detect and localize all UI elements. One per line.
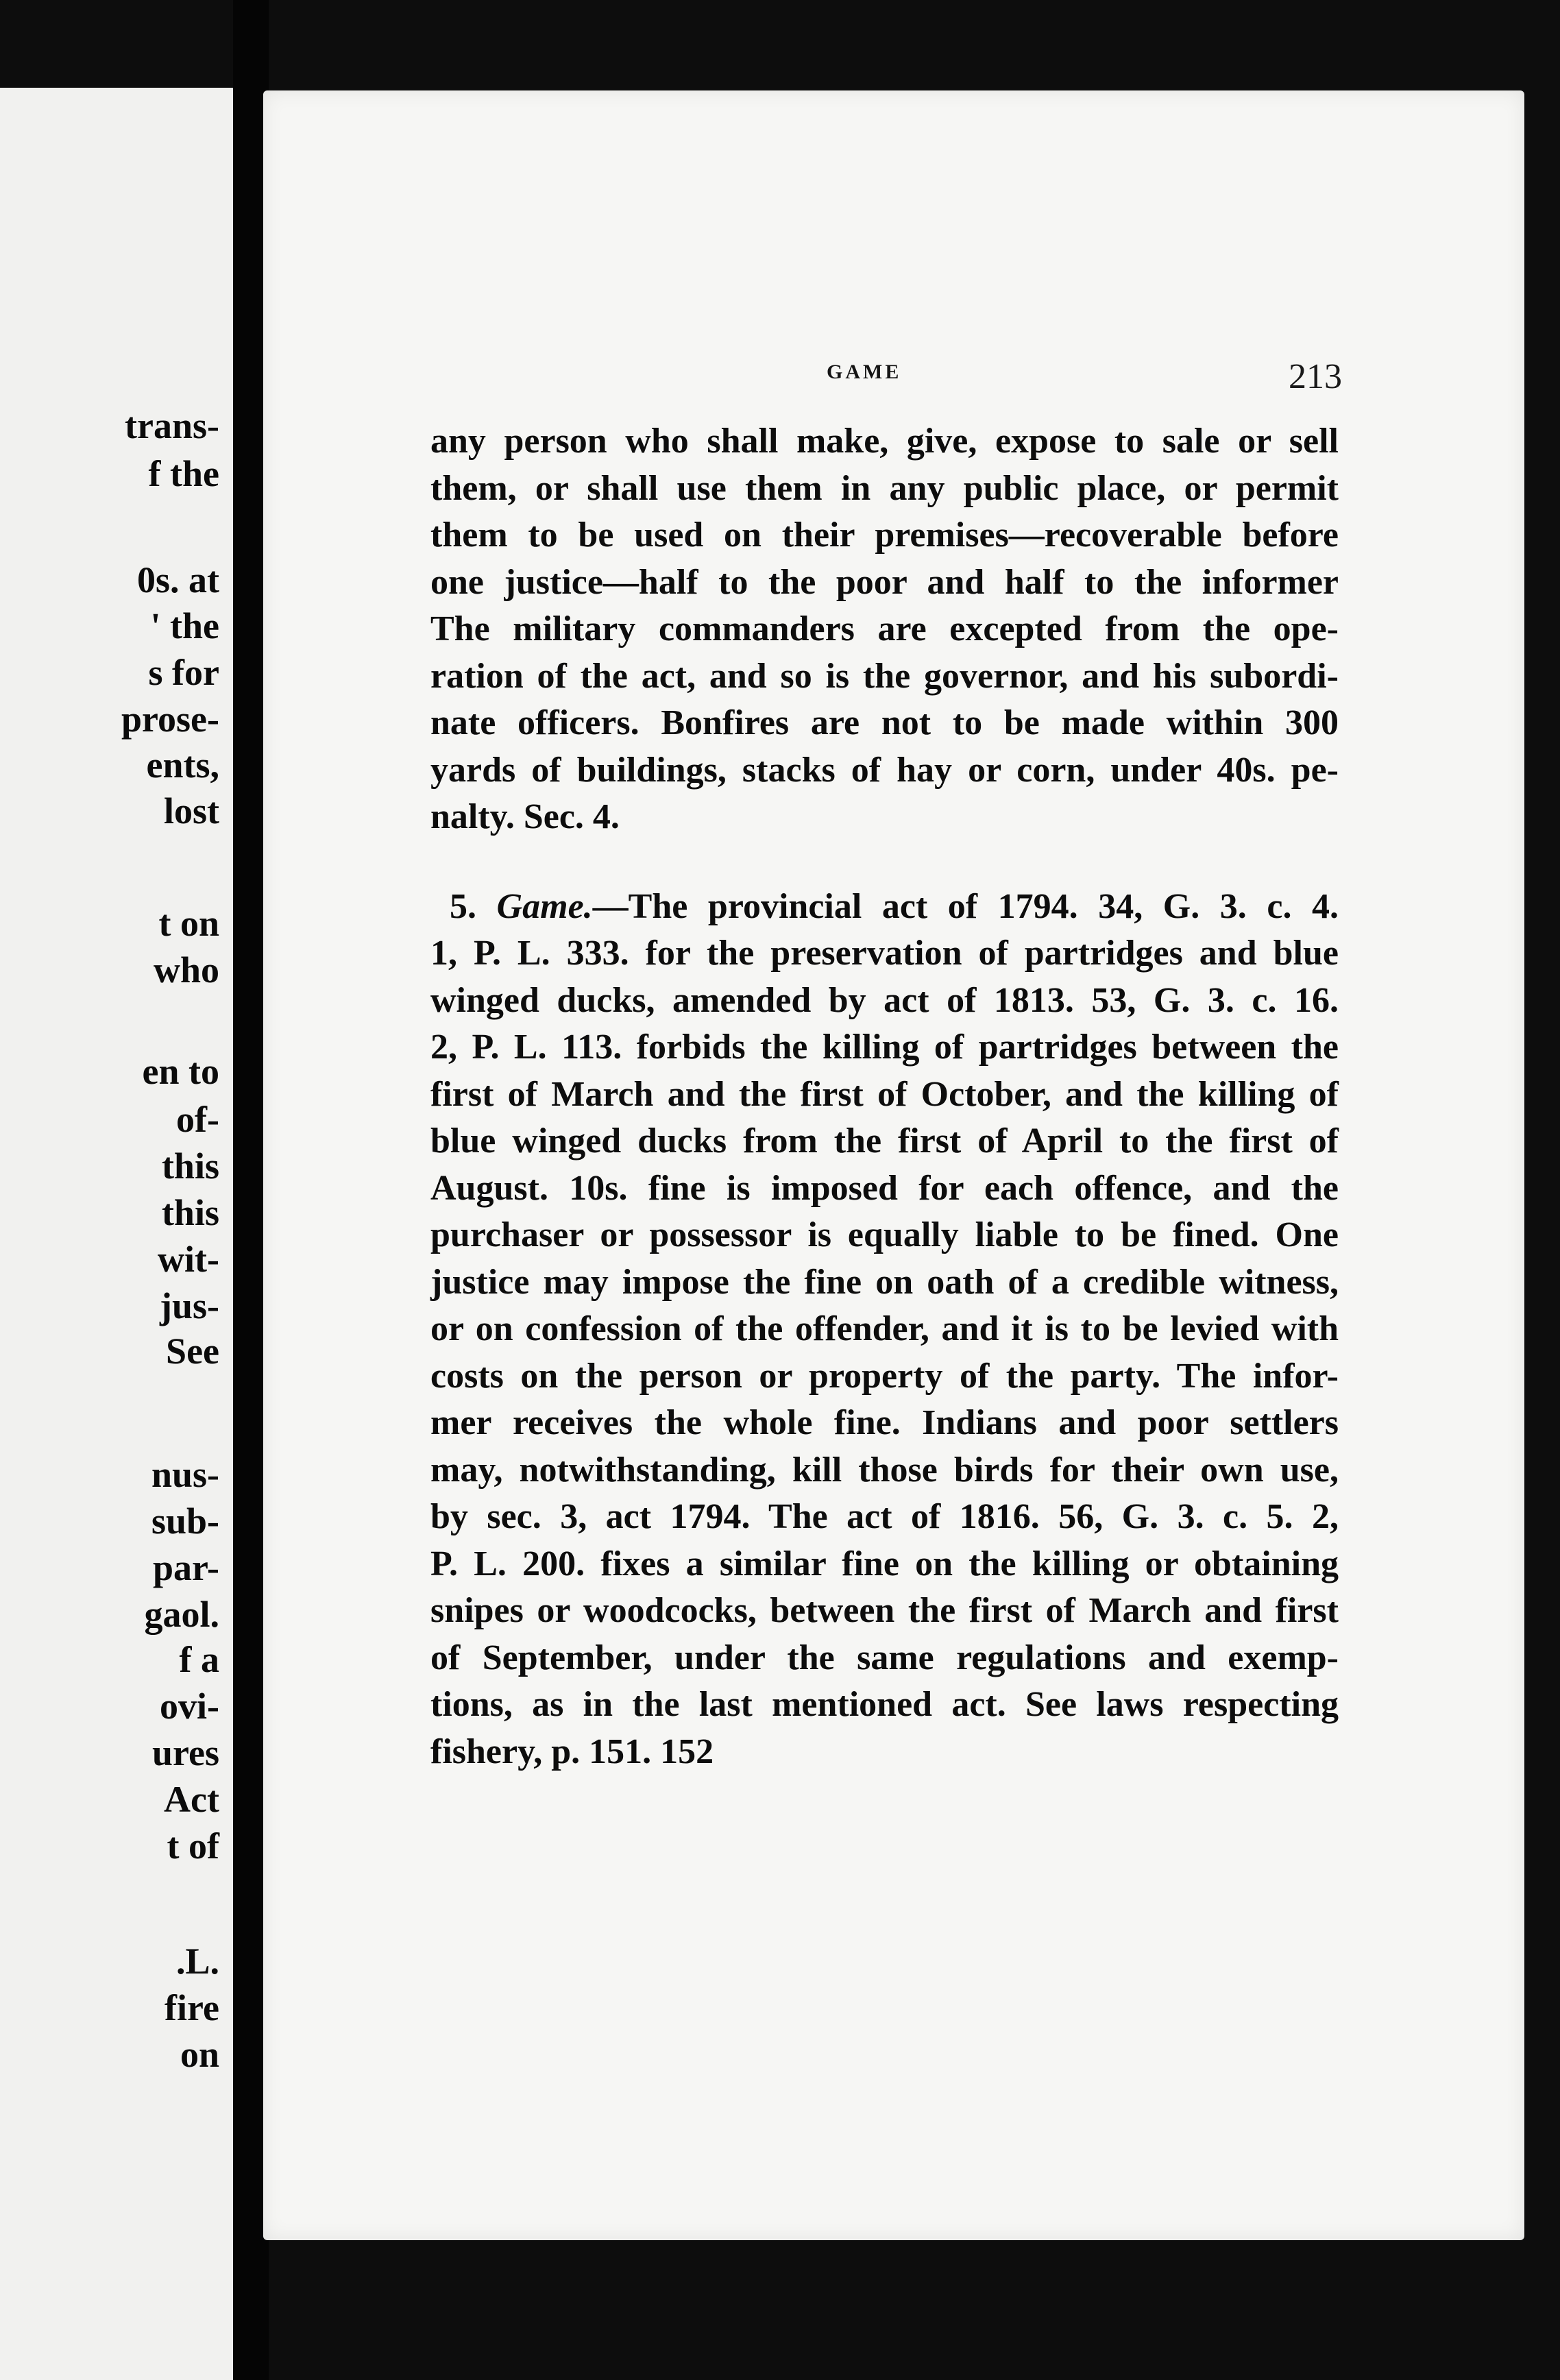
- facing-line: lost: [164, 790, 219, 831]
- text-line: nate officers. Bonfires are not to be made within 300: [430, 703, 1339, 742]
- text-line: may, notwithstanding, kill those birds for their own use,: [430, 1450, 1339, 1490]
- facing-line: sub-: [151, 1501, 219, 1542]
- text-line: snipes or woodcocks, between the first of March and first: [430, 1591, 1339, 1630]
- text-line: 1, P. L. 333. for the preservation of partridges and blue: [430, 934, 1339, 973]
- text-line: ration of the act, and so is the governor, and his subordi-: [430, 656, 1339, 696]
- text-line: 2, P. L. 113. forbids the killing of partridges between the: [430, 1028, 1339, 1067]
- text-line: —The provincial act of 1794. 34, G. 3. c. 4.: [592, 886, 1339, 926]
- text-line: justice may impose the fine on oath of a credible witness,: [430, 1262, 1339, 1302]
- facing-line: of-: [176, 1099, 219, 1140]
- text-line: winged ducks, amended by act of 1813. 53, G. 3. c. 16.: [430, 980, 1339, 1020]
- facing-line: fire: [164, 1987, 219, 2028]
- paragraph-gap: [430, 841, 1339, 884]
- text-line: fishery, p. 151. 152: [430, 1732, 714, 1771]
- facing-line: See: [166, 1331, 219, 1372]
- page-number: 213: [1289, 357, 1342, 396]
- running-head: GAME: [827, 361, 902, 383]
- paragraph-continuation: [430, 418, 1339, 841]
- paragraph-game: [430, 884, 1339, 1776]
- facing-line: wit-: [158, 1239, 219, 1280]
- text-line: tions, as in the last mentioned act. See laws respecting: [430, 1685, 1339, 1724]
- facing-line: prose-: [121, 699, 219, 740]
- text-line: purchaser or possessor is equally liable to be fined. One: [430, 1215, 1339, 1254]
- text-line: mer receives the whole fine. Indians and poor settlers: [430, 1403, 1339, 1442]
- body-text: [430, 418, 1339, 1775]
- facing-line: jus-: [159, 1285, 219, 1326]
- facing-line: ents,: [146, 744, 219, 786]
- text-line: first of March and the first of October, and the killing of: [430, 1074, 1339, 1114]
- text-line: any person who shall make, give, expose to sale or sell: [430, 422, 1339, 461]
- facing-line: Act: [164, 1779, 219, 1820]
- facing-line: f the: [148, 453, 219, 494]
- facing-line: ' the: [150, 605, 219, 646]
- facing-line: ovi-: [160, 1686, 219, 1727]
- facing-line: ures: [151, 1732, 219, 1773]
- text-line: them to be used on their premises—recoverable before: [430, 515, 1339, 555]
- facing-line: gaol.: [144, 1594, 219, 1635]
- facing-line: s for: [148, 652, 219, 693]
- text-line: costs on the person or property of the party. The infor-: [430, 1356, 1339, 1396]
- facing-line: en to: [142, 1051, 219, 1092]
- facing-line: 0s. at: [137, 559, 219, 600]
- section-number: 5.: [450, 886, 476, 926]
- section-heading: Game.: [496, 886, 593, 926]
- facing-line: t of: [167, 1825, 219, 1867]
- text-line: August. 10s. fine is imposed for each offence, and the: [430, 1168, 1339, 1208]
- facing-line: on: [180, 2034, 219, 2075]
- facing-line: f a: [179, 1639, 219, 1680]
- text-line: blue winged ducks from the first of April to the first of: [430, 1121, 1339, 1161]
- paragraph-first-line: [430, 884, 1339, 931]
- facing-line: trans-: [125, 405, 219, 446]
- facing-line: this: [161, 1145, 219, 1187]
- facing-page-text: [0, 0, 233, 2380]
- facing-line: .L.: [175, 1941, 219, 1982]
- text-line: them, or shall use them in any public place, or permit: [430, 468, 1339, 508]
- facing-line: nus-: [151, 1454, 219, 1495]
- facing-line: who: [153, 949, 219, 991]
- text-line: The military commanders are excepted from the ope-: [430, 609, 1339, 648]
- facing-line: this: [161, 1192, 219, 1233]
- text-line: or on confession of the offender, and it is to be levied with: [430, 1309, 1339, 1348]
- text-line: of September, under the same regulations and exemp-: [430, 1638, 1339, 1677]
- text-line: nalty. Sec. 4.: [430, 797, 620, 836]
- facing-line: par-: [153, 1547, 219, 1588]
- facing-line: t on: [158, 903, 219, 944]
- text-line: one justice—half to the poor and half to the informer: [430, 562, 1339, 602]
- text-line: yards of buildings, stacks of hay or corn, under 40s. pe-: [430, 750, 1339, 790]
- text-line: by sec. 3, act 1794. The act of 1816. 56, G. 3. c. 5. 2,: [430, 1497, 1339, 1536]
- text-line: P. L. 200. fixes a similar fine on the killing or obtaining: [430, 1544, 1339, 1583]
